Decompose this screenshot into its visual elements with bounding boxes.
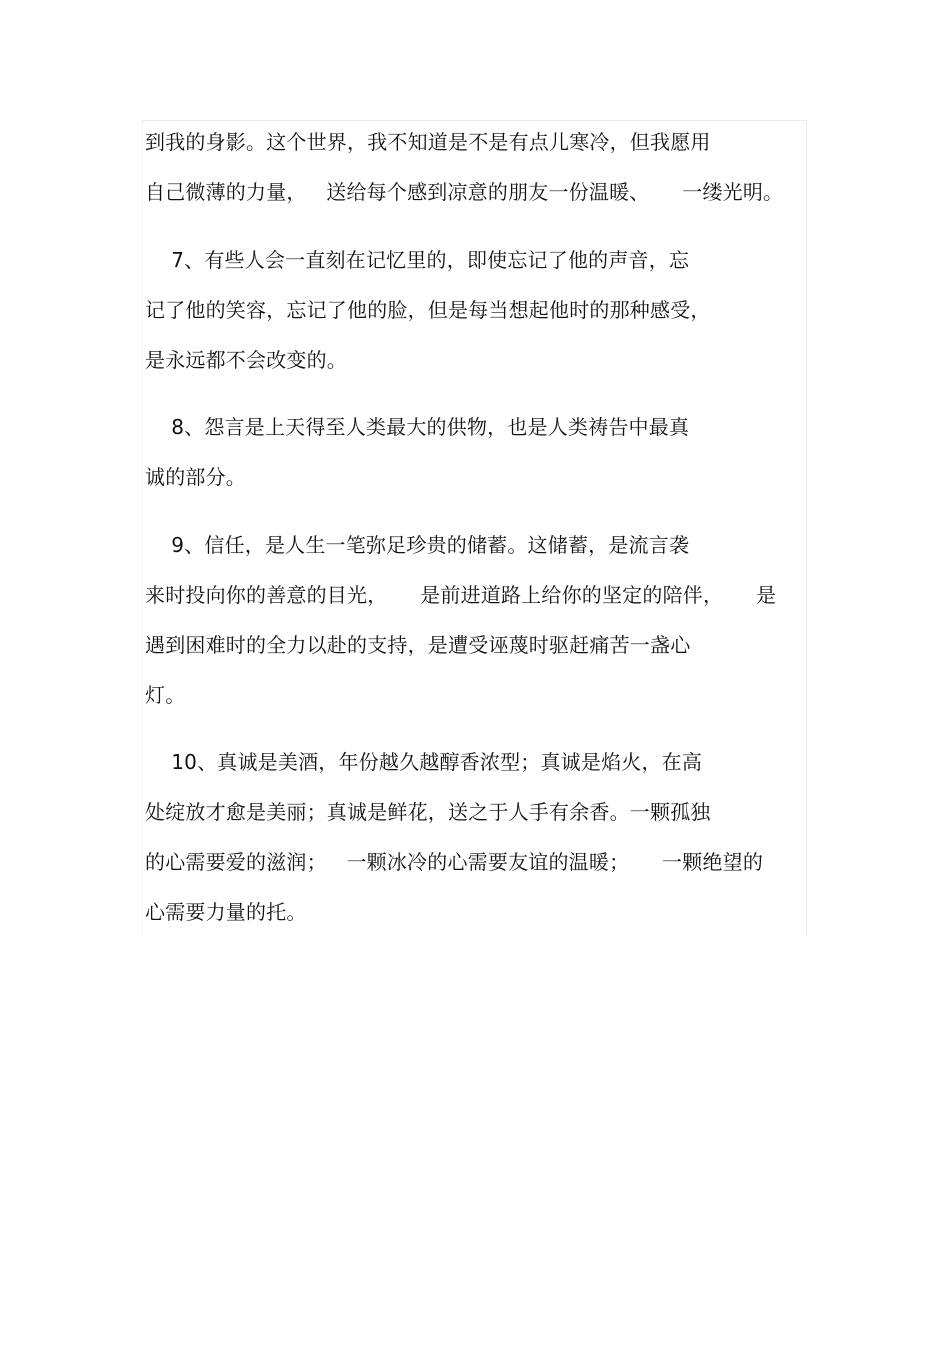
paragraph-9-line: 遇到困难时的全力以赴的支持，是遭受诬蔑时驱赶痛苦一盏心: [145, 633, 691, 657]
paragraph-7-line: 记了他的笑容，忘记了他的脸，但是每当想起他时的那种感受，: [145, 298, 711, 322]
paragraph-8-line: 8、怨言是上天得至人类最大的供物，也是人类祷告中最真: [145, 415, 690, 439]
paragraph-10-line: 心需要力量的托。: [145, 900, 307, 924]
paragraph-10-line: 10、真诚是美酒，年份越久越醇香浓型；真诚是焰火，在高: [145, 750, 703, 774]
paragraph-7-line: 7、有些人会一直刻在记忆里的，即使忘记了他的声音，忘: [145, 248, 690, 272]
paragraph-8-line: 诚的部分。: [145, 465, 246, 489]
paragraph-9-line: 来时投向你的善意的目光， 是前进道路上给你的坚定的陪伴， 是: [145, 583, 777, 607]
paragraph-9-line: 灯。: [145, 683, 186, 707]
text-line: 到我的身影。这个世界，我不知道是不是有点儿寒冷，但我愿用: [145, 130, 711, 154]
paragraph-10-line: 的心需要爱的滋润； 一颗冰冷的心需要友谊的温暖； 一颗绝望的: [145, 850, 764, 874]
paragraph-10-line: 处绽放才愈是美丽；真诚是鲜花，送之于人手有余香。一颗孤独: [145, 800, 711, 824]
paragraph-7-line: 是永远都不会改变的。: [145, 348, 347, 372]
text-line: 自己微薄的力量， 送给每个感到凉意的朋友一份温暖、 一缕光明。: [145, 180, 784, 204]
paragraph-9-line: 9、信任，是人生一笔弥足珍贵的储蓄。这储蓄，是流言袭: [145, 533, 690, 557]
